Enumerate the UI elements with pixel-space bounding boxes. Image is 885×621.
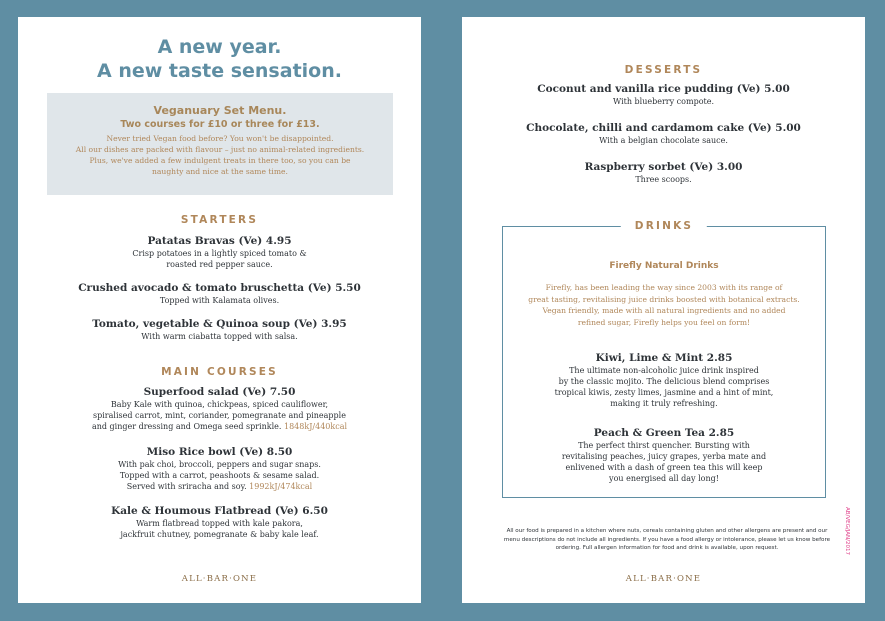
item-name: Miso Rice bowl (Ve) [146,446,264,458]
menu-code: AB/VEG/JAN/2017 [844,507,850,555]
drinks-heading: DRINKS [621,220,707,232]
item-price: 3.00 [716,161,743,173]
menu-item-kale-flatbread [18,504,421,540]
item-desc: The perfect thirst quencher. Bursting with [578,441,750,450]
item-price: 7.50 [269,386,296,398]
allergen-line: ordering. Full allergen information for food and drink is available, upon request. [555,545,779,551]
hero-heading [18,35,421,83]
menu-item-quinoa-soup [18,317,421,342]
item-name: Tomato, vegetable & Quinoa soup (Ve) [92,318,318,330]
firefly-line: great tasting, revitalising juice drinks boosted with botanical extracts. [528,294,800,304]
all-bar-one-logo: ALL·BAR·ONE [181,574,258,584]
item-kcal: 1992kJ/474kcal [249,482,313,491]
menu-item-miso-rice-bowl [18,445,421,492]
item-desc: With warm ciabatta topped with salsa. [141,332,298,341]
item-desc: With blueberry compote. [613,97,714,106]
item-desc: enlivened with a dash of green tea this will keep [565,463,763,472]
menu-item-kiwi-lime-mint [503,351,825,409]
promo-line: All our dishes are packed with flavour – just no animal-related ingredients. [75,145,365,154]
item-desc: you energised all day long! [609,474,719,483]
menu-item-patatas-bravas [18,234,421,270]
item-desc: Crisp potatoes in a lightly spiced tomato & [132,249,307,258]
menu-page-left [18,17,421,603]
item-desc: making it truly refreshing. [610,399,718,408]
menu-item-bruschetta [18,281,421,306]
menu-item-rice-pudding [462,82,865,107]
item-price: 2.85 [708,427,735,439]
allergen-line: menu descriptions do not include all ingredients. If you have a food allergy or intolerance, please let us know before [503,536,831,543]
firefly-line: Firefly, has been leading the way since 2003 with its range of [545,283,783,292]
firefly-line: refined sugar, Firefly helps you feel on form! [577,317,751,327]
item-price: 3.95 [321,318,347,330]
item-name: Crushed avocado & tomato bruschetta (Ve) [78,282,332,294]
item-desc: Served with sriracha and soy. [126,482,247,491]
promo-body [52,133,388,177]
promo-line: Never tried Vegan food before? You won't be disappointed. [106,134,334,143]
menu-page-right [462,17,865,603]
item-name: Chocolate, chilli and cardamom cake (Ve) [526,122,772,134]
starters-heading: STARTERS [180,214,259,226]
veganuary-promo-box [47,93,393,195]
menu-item-superfood-salad [18,385,421,432]
item-desc: Topped with a carrot, peashoots & sesame salad. [119,471,320,480]
item-desc: revitalising peaches, juicy grapes, yerba mate and [561,452,767,461]
allergen-notice [502,527,832,553]
item-desc: spiralised carrot, mint, coriander, pomegranate and pineapple [93,411,346,420]
item-kcal: 1848kJ/440kcal [284,422,348,431]
item-desc: by the classic mojito. The delicious blend comprises [558,377,770,386]
item-desc: tropical kiwis, zesty limes, jasmine and a hint of mint, [554,388,774,397]
promo-title: Veganuary Set Menu. [153,104,287,117]
item-desc: The ultimate non-alcoholic juice drink inspired [569,366,759,375]
menu-item-peach-green-tea [503,426,825,484]
firefly-line: Vegan friendly, made with all natural ingredients and no added [542,306,786,315]
item-desc: Three scoops. [635,175,692,184]
main-courses-heading: MAIN COURSES [161,366,278,378]
item-price: 6.50 [302,505,328,517]
item-name: Kiwi, Lime & Mint [595,352,704,364]
item-name: Coconut and vanilla rice pudding (Ve) [537,83,761,95]
item-price: 4.95 [265,235,292,247]
promo-subtitle: Two courses for £10 or three for £13. [120,119,320,130]
menu-item-raspberry-sorbet [462,160,865,185]
firefly-intro [511,282,817,328]
all-bar-one-logo: ALL·BAR·ONE [625,574,702,584]
item-desc: roasted red pepper sauce. [166,260,273,269]
item-price: 2.85 [706,352,733,364]
item-name: Patatas Bravas (Ve) [147,235,263,247]
hero-line-1: A new year. [157,36,282,58]
item-name: Raspberry sorbet (Ve) [584,161,714,173]
item-desc: jackfruit chutney, pomegranate & baby kale leaf. [120,530,319,539]
item-desc: and ginger dressing and Omega seed sprinkle. [91,422,282,431]
hero-line-2: A new taste sensation. [97,60,342,82]
item-name: Kale & Houmous Flatbread (Ve) [111,505,299,517]
item-name: Superfood salad (Ve) [143,386,267,398]
item-price: 5.00 [775,122,801,134]
firefly-title: Firefly Natural Drinks [609,261,719,271]
item-price: 5.00 [764,83,790,95]
promo-line: naughty and nice at the same time. [152,167,288,176]
desserts-heading: DESSERTS [624,64,703,76]
item-name: Peach & Green Tea [593,427,705,439]
item-desc: With pak choi, broccoli, peppers and sugar snaps. [118,460,321,469]
item-desc: With a belgian chocolate sauce. [599,136,728,145]
promo-line: Plus, we've added a few indulgent treats in there too, so you can be [89,156,351,165]
allergen-line: All our food is prepared in a kitchen where nuts, cereals containing gluten and other allergens are present and our [506,528,828,534]
item-desc: Topped with Kalamata olives. [159,296,280,305]
item-desc: Warm flatbread topped with kale pakora, [136,519,303,528]
item-desc: Baby Kale with quinoa, chickpeas, spiced cauliflower, [110,400,329,409]
item-price: 8.50 [266,446,293,458]
item-price: 5.50 [335,282,361,294]
drinks-box [502,220,826,498]
menu-item-chocolate-cake [462,121,865,146]
